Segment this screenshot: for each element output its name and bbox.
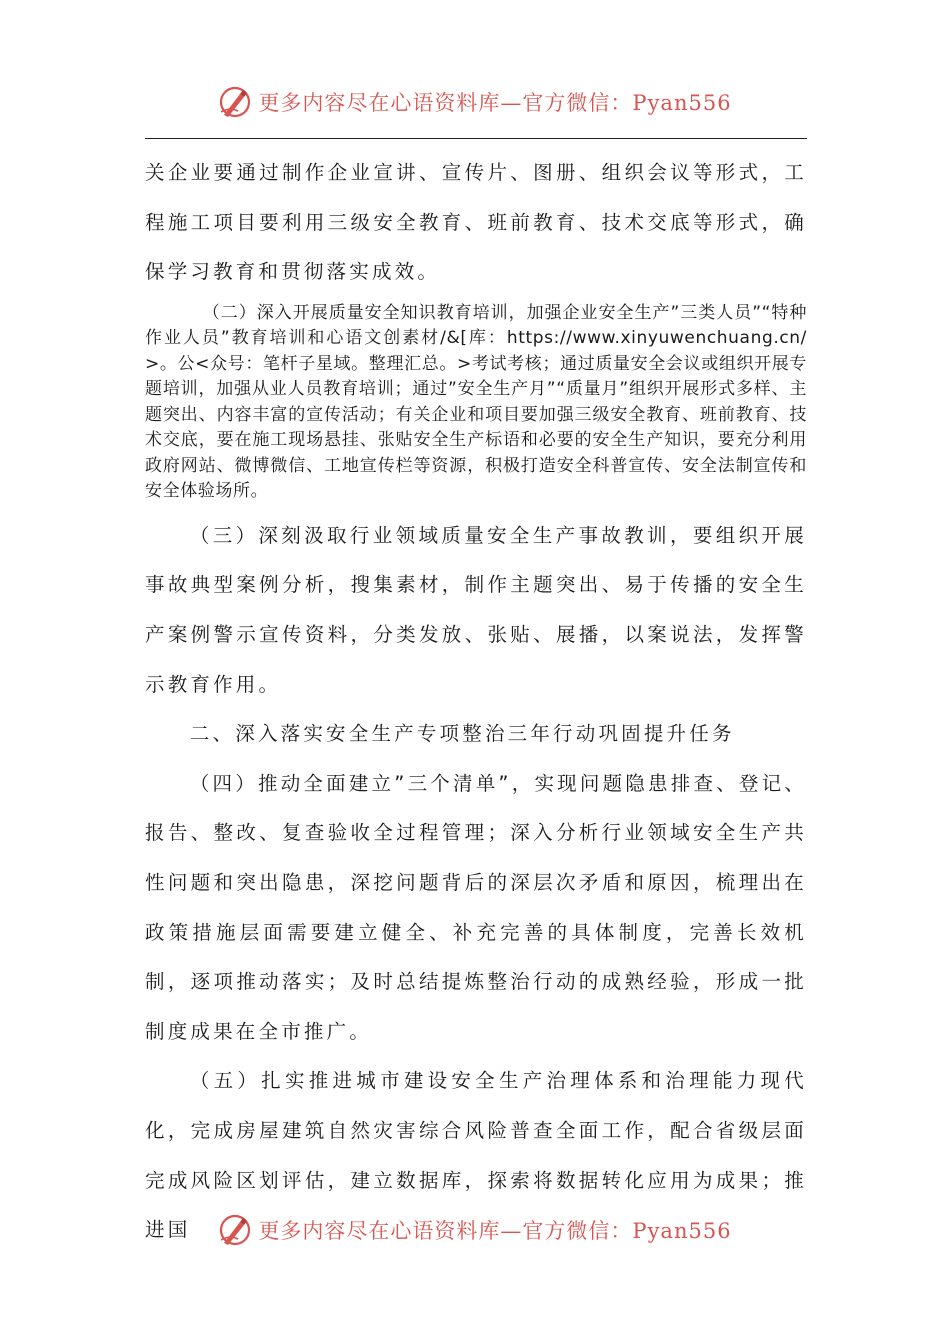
paragraph-1: 关企业要通过制作企业宣讲、宣传片、图册、组织会议等形式，工程施工项目要利用三级安全教育、班前教育、技术交底等形式，确保学习教育和贯彻落实成效。 [145, 161, 807, 284]
paragraph-3: （三）深刻汲取行业领域质量安全生产事故教训，要组织开展事故典型案例分析，搜集素材，制作主题突出、易于传播的安全生产案例警示宣传资料，分类发放、张贴、展播，以案说法，发挥警示教育作用。 [145, 523, 807, 696]
document-body [145, 148, 807, 1255]
pen-logo-icon [218, 1213, 252, 1247]
header-banner [0, 80, 950, 124]
header-banner-text: 更多内容尽在心语资料库—官方微信：Pyan556 [258, 91, 732, 115]
header-divider [145, 138, 807, 139]
footer-banner [0, 1208, 950, 1252]
section-heading-2: 二、深入落实安全生产专项整治三年行动巩固提升任务 [189, 722, 735, 746]
paragraph-2: （二）深入开展质量安全知识教育培训，加强企业安全生产”三类人员”“特种作业人员”教育培训和心语文创素材/&[库：https://www.xinyuwenchuang.cn/>。公<众号：笔杆子星域。整理汇总。>考试考核；通过质量安全会议或组织开展专题培训，加强从业人员教育培训；通过”安全生产月”“质量月”组织开展形式多样、主题突出、内容丰富的宣传活动；有关企业和项目要加强三级安全教育、班前教育、技术交底，要在施工现场悬挂、张贴安全生产标语和必要的安全生产知识，要充分利用政府网站、微博微信、工地宣传栏等资源，积极打造安全科普宣传、安全法制宣传和安全体验场所。 [145, 302, 807, 502]
pen-logo-icon [218, 85, 252, 119]
paragraph-5: （五）扎实推进城市建设安全生产治理体系和治理能力现代化，完成房屋建筑自然灾害综合风险普查全面工作，配合省级层面完成风险区划评估，建立数据库，探索将数据转化应用为成果；推进国 [145, 1069, 807, 1242]
footer-banner-text: 更多内容尽在心语资料库—官方微信：Pyan556 [258, 1219, 732, 1243]
paragraph-4: （四）推动全面建立”三个清单”，实现问题隐患排查、登记、报告、整改、复查验收全过程管理；深入分析行业领域安全生产共性问题和突出隐患，深挖问题背后的深层次矛盾和原因，梳理出在政策措施层面需要建立健全、补充完善的具体制度，完善长效机制，逐项推动落实；及时总结提炼整治行动的成熟经验，形成一批制度成果在全市推广。 [145, 771, 807, 1043]
